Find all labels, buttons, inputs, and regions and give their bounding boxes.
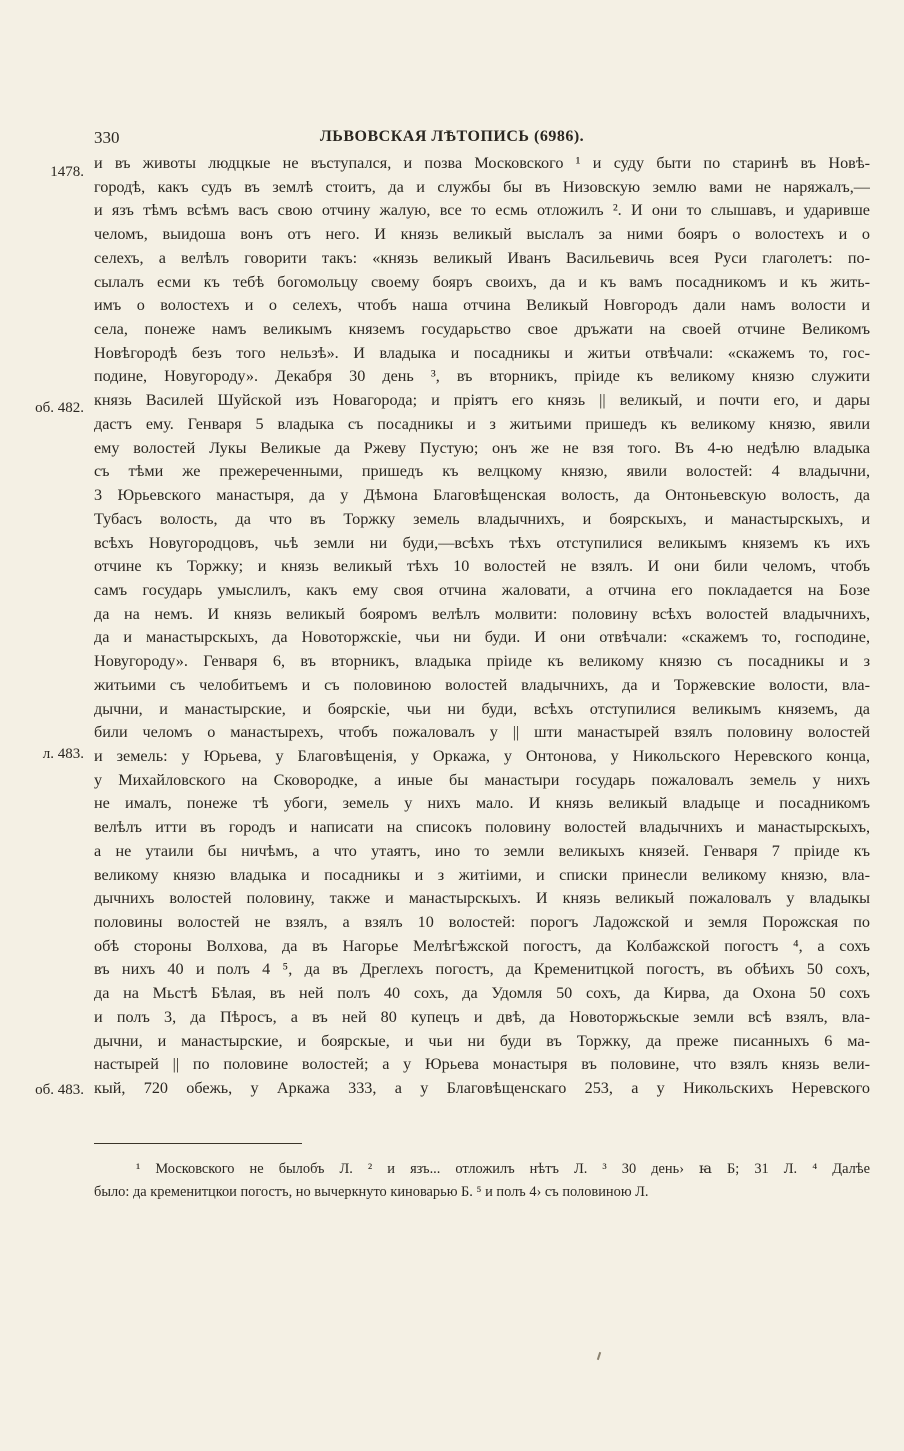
text-line: половины волостей не взялъ, а взялъ 10 волостей: порогъ Ладожской и земля Порожская по <box>94 913 870 931</box>
text-line: у Михайловского на Сковородке, а иные бы манастыри государь пожаловалъ земель у нихъ <box>94 770 870 789</box>
text-line: отчине къ Торжку; и князь великый тѣхъ 10 волостей не взялъ. И они били челомъ, чтобъ <box>94 557 870 576</box>
text-line: имъ о волостехъ и о селехъ, чтобъ наша отчина Великый Новгородъ дали намъ волости и <box>94 296 870 315</box>
text-line: да и манастырскыхъ, да Новоторжскіе, чьи ни буди. И они отвѣчали: «скажемъ то, господине, <box>94 628 870 647</box>
text-line: 3 Юрьевского манастыря, да у Дѣмона Благовѣщенская волость, да Онтоньевскую волость, да <box>94 486 870 505</box>
text-line: съ тѣми же прежереченными, пришедъ къ велцкому князю, явили волостей: 4 владычни, <box>94 462 870 481</box>
footnote-line: ¹ Московского не былобъ Л. ² и язъ... отложилъ нѣтъ Л. ³ 30 день› ꙗ Б; 31 Л. ⁴ Далѣе <box>136 1161 870 1177</box>
text-line: подине, Новугороду». Декабря 30 день ³, въ вторникъ, пріиде къ великому князю служити <box>94 367 870 386</box>
text-line: и язъ тѣмъ всѣмъ васъ свою отчину жалую, все то есмь отложилъ ². И они то слышавъ, и ударивше <box>94 201 870 220</box>
text-line: дычни, и манастырские, и боярскіе, чьи ни буди, всѣхъ отступилися великымъ княземъ, да <box>94 699 870 718</box>
text-line: и въ животы людцкые не въступался, и позва Московского ¹ и суду быти по старинѣ въ Новѣ- <box>94 154 870 172</box>
text-line: всѣхъ Новугородцовъ, чьѣ земли ни буди,—всѣхъ тѣхъ отступилися великымъ княземъ къ ихъ <box>94 533 870 552</box>
text-line: житьими съ челобитьемъ и съ половиною волостей владычнихъ, да и Торжевские волости, вла- <box>94 675 870 694</box>
text-line: били челомъ о манастырехъ, чтобъ пожаловалъ у || шти манастырей взялъ половину волостей <box>94 723 870 742</box>
text-line: челомъ, выидоша вонъ отъ него. И князь великый выслалъ за ними бояръ о волостехъ и о <box>94 225 870 244</box>
text-line: Новугороду». Генваря 6, въ вторникъ, владыка пріиде къ великому князю съ посадникы и з <box>94 652 870 671</box>
text-line: самъ государь умыслилъ, какъ ему своя отчина жаловати, а отчина его покладается на Бозе <box>94 580 870 599</box>
text-line: настырей || по половине волостей; а у Юрьева монастыря въ половине, что взялъ князь вели- <box>94 1055 870 1074</box>
text-line: дычнихъ волостей половину, также и манастырскыхъ. И князь великый пожаловалъ у владыкы <box>94 889 870 908</box>
text-line: кый, 720 обежь, у Аркажа 333, а у Благовѣщенскаго 253, а у Никольскихъ Неревского <box>94 1079 870 1098</box>
margin-note-folio-482: об. 482. <box>35 400 84 416</box>
text-line: да на Мьстѣ Бѣлая, въ ней полъ 40 сохъ, да Удомля 50 сохъ, да Кирва, да Охона 50 сохъ <box>94 984 870 1003</box>
footnotes <box>94 1158 870 1204</box>
text-line: Тубасъ волость, да что въ Торжку земель владычнихъ, и боярскыхъ, и манастырскыхъ, и <box>94 509 870 528</box>
text-line: Новѣгородѣ безъ того нельзѣ». И владыка и посадникы и житьи отвѣчали: «скажемъ то, гос- <box>94 343 870 362</box>
text-line: великому князю владыка и посадникы и з житіими, и списки принесли великому князю, вла- <box>94 865 870 884</box>
text-line: дастъ ему. Генваря 5 владыка съ посадникы и з житьими пришедъ къ великому князю, явили <box>94 414 870 433</box>
text-line: селехъ, а велѣлъ говорити такъ: «князь великый Иванъ Васильевичь всея Руси глаголетъ: по- <box>94 248 870 267</box>
text-line: дычни, и манастырские, и боярскые, и чьи ни буди въ Торжку, да преже писанныхъ 6 ма- <box>94 1031 870 1050</box>
text-line: и земель: у Юрьева, у Благовѣщенія, у Оркажа, у Онтонова, у Никольского Неревского конца, <box>94 746 870 765</box>
text-line: села, понеже намъ великымъ княземъ государьство свое дръжати на своей отчине Великомъ <box>94 320 870 339</box>
text-line: сылалъ есми къ тебѣ богомольцу своему бояръ своихъ, да и къ вамъ посадникомъ и къ жить- <box>94 272 870 291</box>
text-line: ему волостей Лукы Великые да Ржеву Пустую; онъ же не взя того. Въ 4-ю недѣлю владыка <box>94 438 870 457</box>
text-line: не ималъ, понеже тѣ убоги, земель у нихъ мало. И князь великый владыце и посадникомъ <box>94 794 870 813</box>
text-line: обѣ стороны Волхова, да въ Нагорье Мелѣгѣжской погостъ, да Колбажской погостъ ⁴, а сохъ <box>94 936 870 955</box>
page-number: 330 <box>94 128 120 147</box>
text-line: да на немъ. И князь великый бояромъ велѣлъ молвити: половину всѣхъ волостей владычнихъ, <box>94 604 870 623</box>
footnote-rule <box>94 1143 302 1144</box>
margin-note-leaf-483: л. 483. <box>42 746 84 762</box>
margin-note-year: 1478. <box>50 164 84 180</box>
text-line: и полъ 3, да Пѣросъ, а въ ней 80 купецъ и двѣ, да Новоторжьскые земли всѣ взялъ, вла- <box>94 1007 870 1026</box>
text-line: а не утаили бы ничѣмъ, а что утаятъ, ино то земли великыхъ князей. Генваря 7 пріиде къ <box>94 841 870 860</box>
running-head: ЛЬВОВСКАЯ ЛѢТОПИСЬ (6986). <box>319 128 585 145</box>
text-line: велѣлъ итти въ городъ и написати на списокъ половину волостей владычнихъ и манастырскыхъ, <box>94 818 870 837</box>
paper-speck <box>597 1352 601 1360</box>
body-text <box>94 152 870 1101</box>
footnote-line: было: да кременитцкои погостъ, но вычеркнуто киноварью Б. ⁵ и полъ 4› съ половиною Л. <box>94 1184 649 1200</box>
margin-note-folio-483: об. 483. <box>35 1082 84 1098</box>
text-line: городѣ, какъ судъ въ землѣ стоитъ, да и службы бы въ Низовскую землю вами не наряжалъ,— <box>94 177 870 196</box>
text-line: въ нихъ 40 и полъ 4 ⁵, да въ Дреглехъ погостъ, да Кременитцкой погостъ, въ обѣихъ 50 сохъ, <box>94 960 870 979</box>
text-line: князь Василей Шуйской изъ Новагорода; и пріятъ его князь || великый, и почти его, и дары <box>94 391 870 410</box>
